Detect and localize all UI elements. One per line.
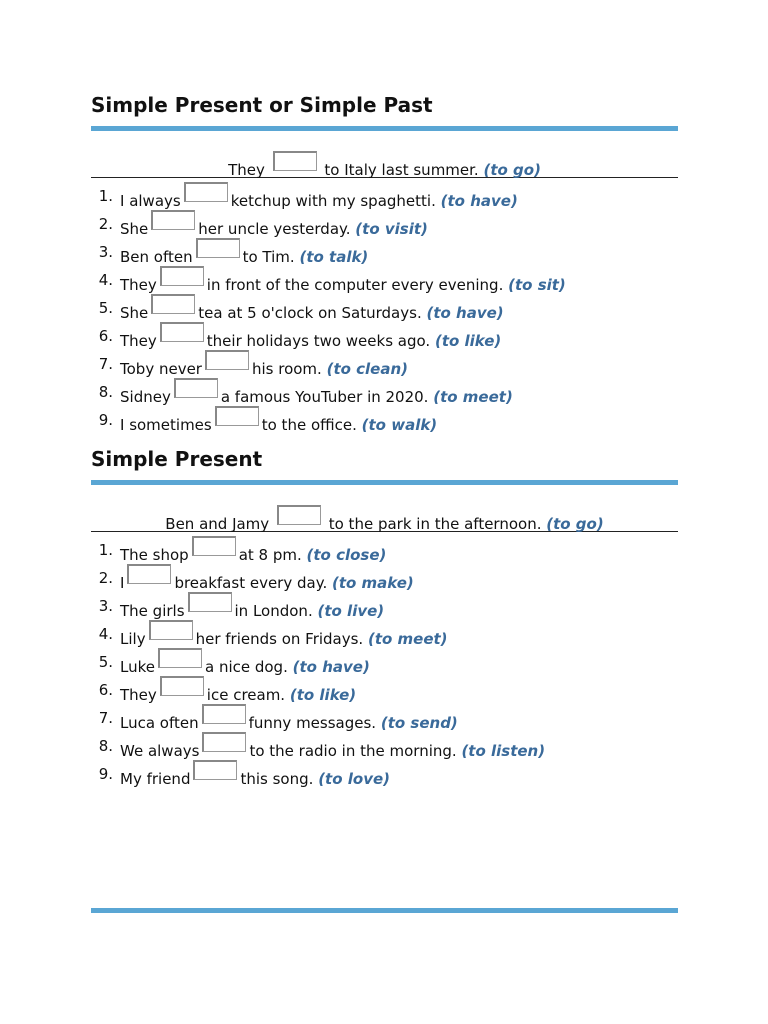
example-before: Ben and Jamy: [165, 515, 270, 533]
item-hint: (to send): [380, 714, 458, 732]
item-before: Luke: [120, 658, 155, 676]
item-before: The shop: [120, 546, 189, 564]
item-hint: (to close): [306, 546, 387, 564]
exercise-list: [91, 536, 678, 788]
item-number: 2.: [98, 215, 113, 233]
item-number: 1.: [98, 541, 113, 559]
exercise-item: [91, 350, 678, 378]
item-before: I sometimes: [120, 416, 212, 434]
item-hint: (to visit): [355, 220, 428, 238]
example-after: to Italy last summer.: [324, 161, 479, 179]
exercise-item: [91, 322, 678, 350]
item-after: this song.: [240, 770, 314, 788]
item-number: 8.: [98, 383, 113, 401]
exercise-item: [91, 704, 678, 732]
item-after: ketchup with my spaghetti.: [230, 192, 436, 210]
item-number: 7.: [98, 709, 113, 727]
item-before: We always: [120, 742, 200, 760]
item-number: 9.: [98, 411, 113, 429]
item-after: to the office.: [261, 416, 357, 434]
item-after: ice cream.: [206, 686, 286, 704]
item-hint: (to clean): [326, 360, 409, 378]
footer-divider: [91, 908, 678, 913]
answer-box[interactable]: [174, 378, 218, 398]
item-after: his room.: [251, 360, 322, 378]
item-number: 6.: [98, 327, 113, 345]
answer-box[interactable]: [160, 322, 204, 342]
exercise-item: [91, 760, 678, 788]
answer-box[interactable]: [151, 294, 195, 314]
item-before: Sidney: [120, 388, 171, 406]
item-hint: (to have): [292, 658, 370, 676]
item-before: They: [120, 276, 157, 294]
item-after: a nice dog.: [204, 658, 288, 676]
item-hint: (to love): [318, 770, 390, 788]
item-number: 9.: [98, 765, 113, 783]
item-after: in London.: [234, 602, 313, 620]
item-hint: (to meet): [433, 388, 513, 406]
example-before: They: [228, 161, 265, 179]
item-after: her uncle yesterday.: [198, 220, 351, 238]
item-after: to Tim.: [242, 248, 295, 266]
answer-box[interactable]: [192, 536, 236, 556]
section-simple-present: [91, 446, 678, 788]
example-answer-box[interactable]: [273, 151, 317, 171]
item-number: 5.: [98, 653, 113, 671]
item-hint: (to sit): [508, 276, 566, 294]
section-title: Simple Present: [91, 447, 263, 471]
answer-box[interactable]: [160, 676, 204, 696]
answer-box[interactable]: [160, 266, 204, 286]
item-after: tea at 5 o'clock on Saturdays.: [198, 304, 422, 322]
item-number: 7.: [98, 355, 113, 373]
answer-box[interactable]: [202, 704, 246, 724]
item-number: 2.: [98, 569, 113, 587]
item-hint: (to talk): [299, 248, 369, 266]
item-hint: (to make): [332, 574, 414, 592]
section-divider: [91, 480, 678, 485]
item-number: 5.: [98, 299, 113, 317]
exercise-item: [91, 620, 678, 648]
item-after: a famous YouTuber in 2020.: [220, 388, 429, 406]
exercise-item: [91, 210, 678, 238]
example-after: to the park in the afternoon.: [328, 515, 542, 533]
item-after: their holidays two weeks ago.: [206, 332, 431, 350]
item-after: her friends on Fridays.: [195, 630, 364, 648]
example-hint: (to go): [483, 161, 541, 179]
example-answer-box[interactable]: [277, 505, 321, 525]
exercise-list: [91, 182, 678, 434]
item-number: 4.: [98, 271, 113, 289]
item-before: Ben often: [120, 248, 193, 266]
item-before: They: [120, 686, 157, 704]
item-number: 6.: [98, 681, 113, 699]
item-hint: (to meet): [367, 630, 448, 648]
item-number: 8.: [98, 737, 113, 755]
item-after: breakfast every day.: [174, 574, 328, 592]
answer-box[interactable]: [127, 564, 171, 584]
item-hint: (to live): [317, 602, 385, 620]
exercise-item: [91, 294, 678, 322]
section-divider: [91, 126, 678, 131]
item-hint: (to have): [440, 192, 518, 210]
section-simple-present-or-past: [91, 92, 678, 434]
exercise-item: [91, 732, 678, 760]
exercise-item: [91, 406, 678, 434]
item-before: Toby never: [120, 360, 202, 378]
exercise-item: [91, 536, 678, 564]
item-hint: (to listen): [461, 742, 546, 760]
item-after: in front of the computer every evening.: [206, 276, 504, 294]
item-hint: (to like): [434, 332, 502, 350]
exercise-item: [91, 378, 678, 406]
item-before: I: [120, 574, 125, 592]
answer-box[interactable]: [215, 406, 259, 426]
item-hint: (to like): [289, 686, 357, 704]
answer-box[interactable]: [205, 350, 249, 370]
item-after: to the radio in the morning.: [249, 742, 457, 760]
item-before: My friend: [120, 770, 191, 788]
item-number: 1.: [98, 187, 113, 205]
answer-box[interactable]: [196, 238, 240, 258]
item-hint: (to walk): [361, 416, 438, 434]
answer-box[interactable]: [158, 648, 202, 668]
item-number: 3.: [98, 243, 113, 261]
exercise-item: [91, 182, 678, 210]
answer-box[interactable]: [184, 182, 228, 202]
item-number: 4.: [98, 625, 113, 643]
item-hint: (to have): [426, 304, 504, 322]
item-before: She: [120, 220, 149, 238]
answer-box[interactable]: [149, 620, 193, 640]
exercise-item: [91, 238, 678, 266]
exercise-item: [91, 676, 678, 704]
example-hint: (to go): [546, 515, 604, 533]
item-before: The girls: [120, 602, 185, 620]
exercise-item: [91, 266, 678, 294]
example-sentence: [91, 151, 678, 178]
item-after: funny messages.: [248, 714, 377, 732]
item-after: at 8 pm.: [238, 546, 302, 564]
answer-box[interactable]: [202, 732, 246, 752]
answer-box[interactable]: [188, 592, 232, 612]
answer-box[interactable]: [151, 210, 195, 230]
item-before: I always: [120, 192, 181, 210]
answer-box[interactable]: [193, 760, 237, 780]
section-title: Simple Present or Simple Past: [91, 93, 433, 117]
item-before: Lily: [120, 630, 146, 648]
item-before: Luca often: [120, 714, 199, 732]
exercise-item: [91, 564, 678, 592]
item-number: 3.: [98, 597, 113, 615]
exercise-item: [91, 592, 678, 620]
example-sentence: [91, 505, 678, 532]
exercise-item: [91, 648, 678, 676]
item-before: She: [120, 304, 149, 322]
item-before: They: [120, 332, 157, 350]
